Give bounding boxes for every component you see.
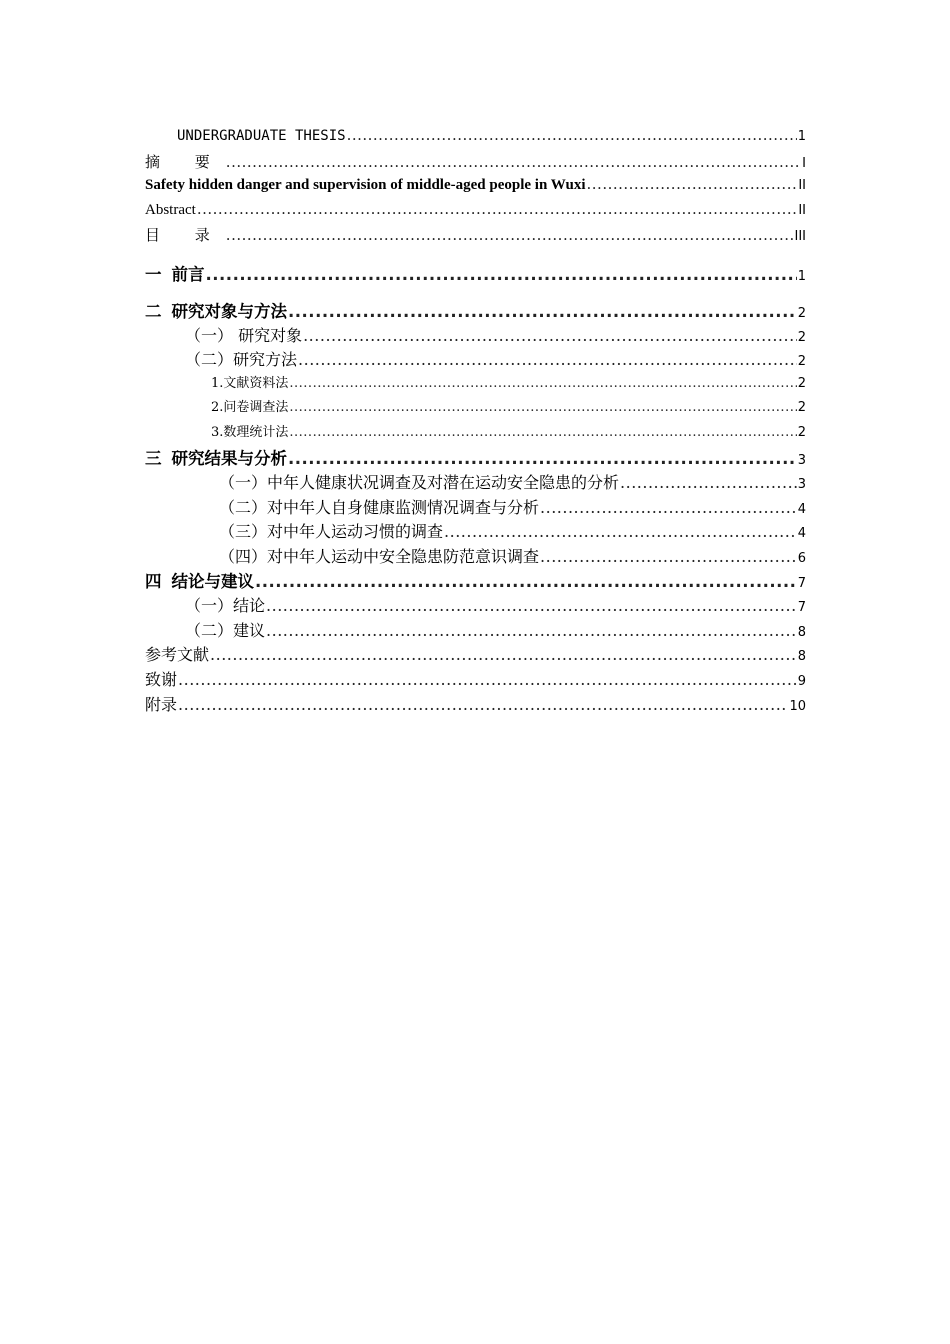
chapter-number: 三 bbox=[145, 449, 162, 468]
toc-entry-page: 10 bbox=[789, 699, 806, 714]
chapter-number: 二 bbox=[145, 301, 162, 321]
toc-entry-page: I bbox=[802, 155, 806, 171]
toc-entry-title bbox=[145, 261, 205, 285]
toc-entry-references[interactable] bbox=[145, 642, 806, 667]
dot-leader bbox=[178, 670, 797, 689]
toc-entry-title bbox=[145, 445, 287, 469]
toc-entry-abstract-cn[interactable] bbox=[145, 151, 806, 176]
toc-entry-page: 2 bbox=[797, 375, 806, 391]
dot-leader bbox=[288, 302, 797, 321]
toc-entry-title: UNDERGRADUATE THESIS bbox=[177, 128, 346, 144]
toc-entry-title: （二）建议 bbox=[185, 620, 266, 640]
toc-section[interactable] bbox=[145, 544, 806, 569]
dot-leader bbox=[255, 572, 797, 591]
toc-chapter-4[interactable] bbox=[145, 568, 806, 593]
toc-entry-contents[interactable] bbox=[145, 224, 806, 249]
toc-chapter-1[interactable] bbox=[145, 261, 806, 286]
toc-subsection[interactable] bbox=[145, 421, 806, 446]
dot-leader bbox=[178, 695, 788, 714]
dot-leader bbox=[266, 621, 797, 640]
toc-entry-page: 7 bbox=[797, 600, 806, 615]
toc-entry-title: Abstract bbox=[145, 201, 196, 218]
toc-entry-page: 8 bbox=[797, 624, 806, 640]
toc-entry-cover[interactable] bbox=[145, 126, 806, 151]
toc-entry-page: 2 bbox=[797, 400, 806, 415]
toc-entry-page: 3 bbox=[797, 453, 806, 468]
toc-entry-page: 9 bbox=[797, 674, 806, 689]
chapter-number: 一 bbox=[145, 264, 162, 284]
toc-section[interactable] bbox=[145, 470, 806, 495]
toc-entry-title: 目 录 bbox=[145, 226, 225, 244]
toc-entry-title: （一）中年人健康状况调查及对潜在运动安全隐患的分析 bbox=[219, 473, 620, 492]
dot-leader bbox=[266, 596, 797, 615]
toc-section[interactable] bbox=[145, 593, 806, 618]
toc-entry-english-title[interactable] bbox=[145, 175, 806, 200]
toc-entry-page: 3 bbox=[797, 477, 806, 492]
toc-section[interactable] bbox=[145, 323, 806, 348]
dot-leader bbox=[289, 376, 796, 391]
dot-leader bbox=[197, 200, 798, 218]
dot-leader bbox=[206, 265, 797, 284]
toc-entry-title: （三）对中年人运动习惯的调查 bbox=[219, 522, 444, 541]
toc-section[interactable] bbox=[145, 347, 806, 372]
toc-entry-title: （四）对中年人运动中安全隐患防范意识调查 bbox=[219, 546, 540, 566]
dot-leader bbox=[226, 153, 801, 171]
dot-leader bbox=[289, 425, 796, 440]
toc-entry-title: 3.数理统计法 bbox=[211, 424, 289, 440]
toc-section[interactable] bbox=[145, 519, 806, 544]
toc-chapter-3[interactable] bbox=[145, 445, 806, 470]
toc-entry-page: III bbox=[794, 229, 806, 244]
dot-leader bbox=[289, 400, 796, 415]
toc-entry-title bbox=[145, 298, 287, 322]
toc-entry-title: 参考文献 bbox=[145, 645, 210, 664]
toc-entry-title: （一）结论 bbox=[185, 596, 266, 615]
toc-entry-abstract-en[interactable] bbox=[145, 200, 806, 225]
toc-entry-page: 2 bbox=[797, 354, 806, 369]
toc-entry-acknowledgements[interactable] bbox=[145, 667, 806, 692]
chapter-number: 四 bbox=[145, 572, 162, 591]
toc-entry-page: 7 bbox=[797, 576, 806, 591]
toc-entry-page: 6 bbox=[797, 550, 806, 566]
dot-leader bbox=[540, 498, 797, 517]
toc-subsection[interactable] bbox=[145, 372, 806, 397]
toc-entry-page: II bbox=[798, 202, 806, 218]
table-of-contents bbox=[145, 126, 806, 717]
toc-entry-page: 1 bbox=[797, 129, 806, 144]
toc-section[interactable] bbox=[145, 495, 806, 520]
chapter-title: 结论与建议 bbox=[171, 572, 254, 591]
dot-leader bbox=[226, 226, 794, 244]
toc-entry-title: （二）研究方法 bbox=[185, 350, 298, 369]
chapter-title: 研究结果与分析 bbox=[171, 449, 287, 468]
dot-leader bbox=[620, 473, 797, 492]
dot-leader bbox=[540, 547, 797, 566]
dot-leader bbox=[587, 175, 798, 193]
toc-entry-title: 致谢 bbox=[145, 670, 178, 689]
toc-entry-title: 摘 要 bbox=[145, 152, 225, 171]
toc-entry-title: 附录 bbox=[145, 695, 178, 714]
toc-subsection[interactable] bbox=[145, 396, 806, 421]
toc-entry-title: （二）对中年人自身健康监测情况调查与分析 bbox=[219, 497, 540, 517]
toc-entry-title: Safety hidden danger and supervision of middle-aged people in Wuxi bbox=[145, 177, 586, 193]
toc-entry-title: （一） 研究对象 bbox=[185, 325, 303, 345]
toc-entry-appendix[interactable] bbox=[145, 692, 806, 717]
toc-entry-title: 1.文献资料法 bbox=[211, 375, 289, 391]
toc-entry-page: 2 bbox=[797, 305, 806, 321]
toc-entry-page: 8 bbox=[797, 649, 806, 664]
toc-section[interactable] bbox=[145, 618, 806, 643]
dot-leader bbox=[210, 645, 797, 664]
chapter-title: 前言 bbox=[171, 264, 205, 284]
dot-leader bbox=[298, 350, 797, 369]
dot-leader bbox=[444, 522, 797, 541]
dot-leader bbox=[288, 449, 797, 468]
chapter-title: 研究对象与方法 bbox=[171, 301, 287, 321]
toc-entry-page: 4 bbox=[797, 526, 806, 541]
toc-entry-title bbox=[145, 568, 254, 592]
toc-entry-page: II bbox=[798, 178, 806, 193]
dot-leader bbox=[303, 326, 797, 345]
toc-entry-page: 2 bbox=[797, 329, 806, 345]
toc-entry-page: 2 bbox=[797, 424, 806, 440]
toc-entry-page: 4 bbox=[797, 501, 806, 517]
toc-chapter-2[interactable] bbox=[145, 298, 806, 323]
dot-leader bbox=[347, 126, 797, 144]
toc-entry-page: 1 bbox=[797, 268, 806, 284]
toc-entry-title: 2.问卷调查法 bbox=[211, 400, 289, 415]
